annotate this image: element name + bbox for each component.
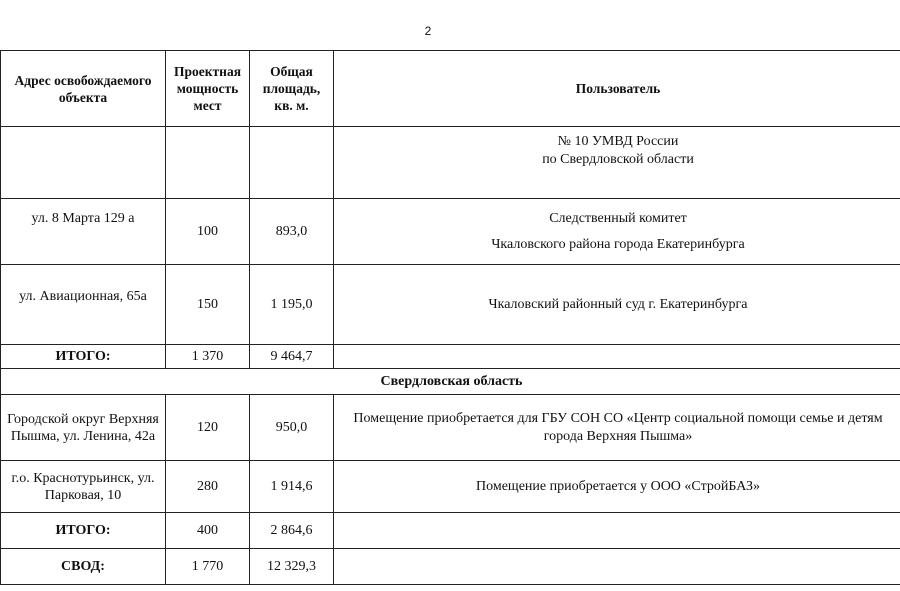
cell-user bbox=[334, 127, 900, 199]
total-capacity: 400 bbox=[166, 513, 250, 549]
cell-address: г.о. Краснотурьинск, ул. Парковая, 10 bbox=[1, 461, 166, 513]
cell-user bbox=[334, 199, 900, 265]
region-row bbox=[1, 369, 900, 395]
cell-user: Помещение приобретается для ГБУ СОН СО «Центр социальной помощи семье и детям города Верхняя Пышма» bbox=[334, 395, 900, 461]
table-row bbox=[1, 461, 900, 513]
summary-label: СВОД: bbox=[1, 549, 166, 585]
cell-capacity: 100 bbox=[166, 199, 250, 265]
total-row bbox=[1, 345, 900, 369]
summary-capacity: 1 770 bbox=[166, 549, 250, 585]
cell-area: 893,0 bbox=[250, 199, 334, 265]
cell-capacity: 280 bbox=[166, 461, 250, 513]
region-title: Свердловская область bbox=[1, 369, 900, 395]
table-row bbox=[1, 395, 900, 461]
total-area: 2 864,6 bbox=[250, 513, 334, 549]
summary-user-empty bbox=[334, 549, 900, 585]
total-user-empty bbox=[334, 345, 900, 369]
cell-area: 1 914,6 bbox=[250, 461, 334, 513]
total-user-empty bbox=[334, 513, 900, 549]
user-line: Следственный комитет bbox=[549, 210, 687, 226]
header-user: Пользователь bbox=[334, 51, 900, 127]
cell-area bbox=[250, 127, 334, 199]
total-capacity: 1 370 bbox=[166, 345, 250, 369]
header-address: Адрес освобождаемого объекта bbox=[1, 51, 166, 127]
summary-area: 12 329,3 bbox=[250, 549, 334, 585]
cell-area: 1 195,0 bbox=[250, 265, 334, 345]
header-area: Общая площадь, кв. м. bbox=[250, 51, 334, 127]
cell-user: Помещение приобретается у ООО «СтройБАЗ» bbox=[334, 461, 900, 513]
summary-row bbox=[1, 549, 900, 585]
total-row bbox=[1, 513, 900, 549]
user-line: № 10 УМВД России bbox=[557, 134, 679, 149]
table-row bbox=[1, 127, 900, 199]
cell-area: 950,0 bbox=[250, 395, 334, 461]
total-label: ИТОГО: bbox=[1, 345, 166, 369]
cell-address: Городской округ Верхняя Пышма, ул. Ленина, 42а bbox=[1, 395, 166, 461]
cell-address bbox=[1, 127, 166, 199]
total-label: ИТОГО: bbox=[1, 513, 166, 549]
cell-address: ул. Авиационная, 65а bbox=[1, 265, 166, 345]
user-line: по Свердловской области bbox=[542, 152, 694, 167]
table-row bbox=[1, 265, 900, 345]
cell-capacity: 150 bbox=[166, 265, 250, 345]
header-capacity: Проектная мощность мест bbox=[166, 51, 250, 127]
cell-address: ул. 8 Марта 129 а bbox=[1, 199, 166, 265]
table-row bbox=[1, 199, 900, 265]
cell-capacity: 120 bbox=[166, 395, 250, 461]
objects-table bbox=[0, 50, 900, 585]
page-number: 2 bbox=[424, 24, 432, 38]
total-area: 9 464,7 bbox=[250, 345, 334, 369]
cell-user: Чкаловский районный суд г. Екатеринбурга bbox=[334, 265, 900, 345]
header-row bbox=[1, 51, 900, 127]
user-line: Чкаловского района города Екатеринбурга bbox=[491, 236, 745, 252]
cell-capacity bbox=[166, 127, 250, 199]
